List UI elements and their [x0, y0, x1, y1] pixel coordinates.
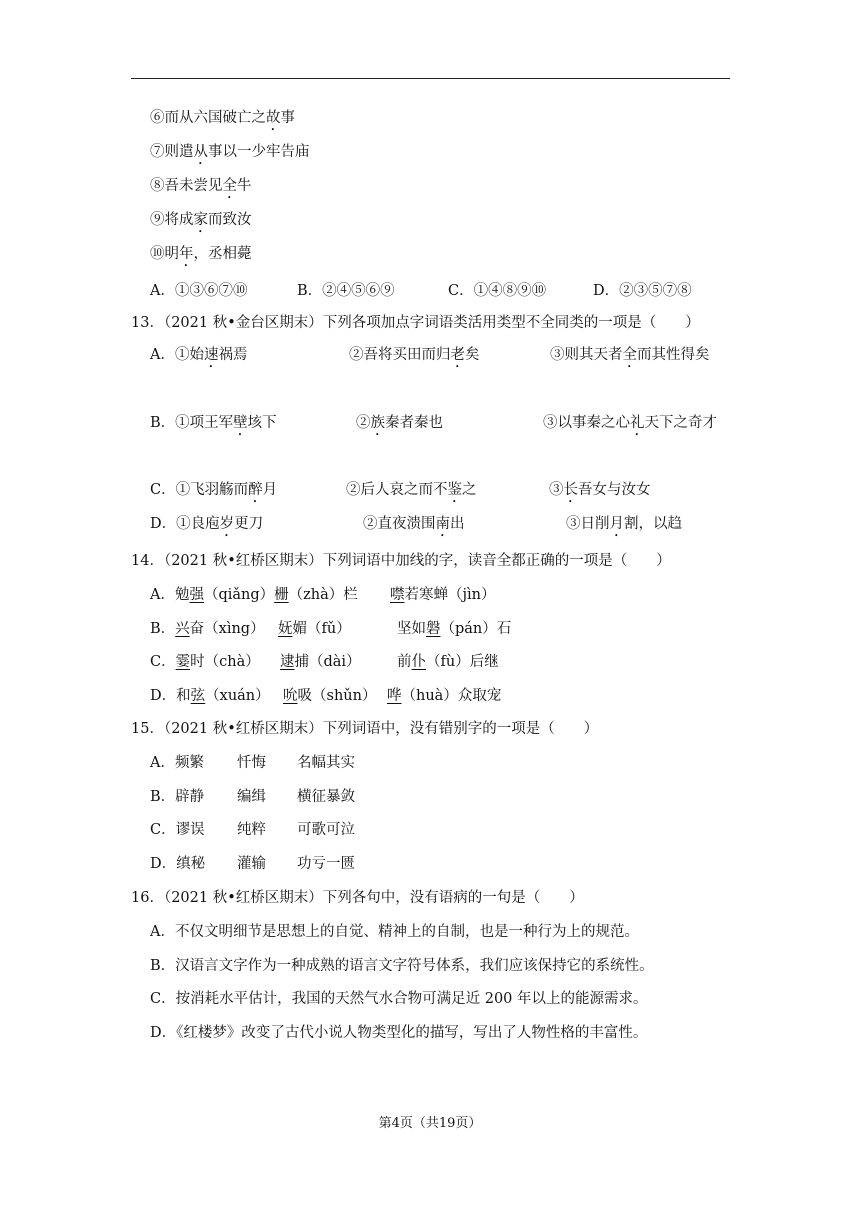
q16-option-b[interactable]: B．汉语言文字作为一种成熟的语言文字符号体系，我们应该保持它的系统性。	[150, 958, 654, 974]
q12-item-8: ⑧吾未尝见全牛	[150, 178, 252, 194]
q12-option-d[interactable]: D．②③⑤⑦⑧	[593, 283, 692, 299]
q13-stem: 13．（2021 秋•金台区期末）下列各项加点字词语类活用类型不全同类的一项是（ ）	[131, 315, 700, 331]
q14-option-d-item-2: 吮吸（shǔn）	[283, 688, 377, 704]
page-footer: 第4页（共19页）	[378, 1116, 482, 1131]
q12-item-10: ⑩明年，丞相薨	[150, 246, 252, 262]
q13-option-c[interactable]: C．①飞羽觞而醉月	[150, 482, 278, 498]
q16-option-a[interactable]: A．不仅文明细节是思想上的自觉、精神上的自制，也是一种行为上的规范。	[150, 924, 639, 940]
q15-option-a-word-3: 名幅其实	[297, 755, 355, 771]
q13-option-d[interactable]: D．①良庖岁更刀	[150, 516, 264, 532]
q14-option-d[interactable]: D．和弦（xuán）	[150, 688, 270, 704]
q15-option-c[interactable]: C．谬误	[150, 822, 205, 838]
q13-option-d-item-2: ②直夜溃围南出	[363, 516, 465, 532]
q14-option-c-item-3: 前仆（fù）后继	[397, 654, 499, 670]
q15-option-d[interactable]: D．缜秘	[150, 856, 206, 872]
q15-option-d-word-3: 功亏一匮	[297, 856, 355, 872]
header-rule	[131, 78, 730, 79]
q15-option-a-word-2: 忏悔	[237, 755, 266, 771]
q15-option-b[interactable]: B．辟静	[150, 789, 205, 805]
q13-option-a[interactable]: A．①始速祸焉	[150, 347, 248, 363]
q15-option-c-word-2: 纯粹	[237, 822, 266, 838]
q15-option-b-word-3: 横征暴敛	[297, 789, 355, 805]
q13-option-b-item-3: ③以事秦之心礼天下之奇才	[543, 415, 717, 431]
q15-stem: 15．（2021 秋•红桥区期末）下列词语中，没有错别字的一项是（ ）	[131, 721, 599, 737]
q14-option-c-item-2: 逮捕（dài）	[280, 654, 361, 670]
q16-option-c[interactable]: C．按消耗水平估计，我国的天然气水合物可满足近 200 年以上的能源需求。	[150, 991, 648, 1007]
q14-option-a-item-3: 噤若寒蝉（jìn）	[390, 587, 496, 603]
q14-stem: 14．（2021 秋•红桥区期末）下列词语中加线的字，读音全都正确的一项是（ ）	[131, 553, 671, 569]
q14-option-d-item-3: 哗（huà）众取宠	[387, 688, 502, 704]
q13-option-b-item-2: ②族秦者秦也	[356, 415, 443, 431]
q14-option-b[interactable]: B．兴奋（xìng）	[150, 621, 265, 637]
q12-option-c[interactable]: C．①④⑧⑨⑩	[448, 283, 547, 299]
q15-option-c-word-3: 可歌可泣	[297, 822, 355, 838]
q12-item-6: ⑥而从六国破亡之故事	[150, 110, 295, 126]
q13-option-b[interactable]: B．①项王军壁垓下	[150, 415, 277, 431]
q15-option-d-word-2: 灌输	[237, 856, 266, 872]
q12-item-7: ⑦则遣从事以一少牢告庙	[150, 144, 310, 160]
q12-item-9: ⑨将成家而致汝	[150, 212, 252, 228]
q13-option-a-item-3: ③则其天者全而其性得矣	[550, 347, 710, 363]
q13-option-a-item-2: ②吾将买田而归老矣	[349, 347, 480, 363]
q16-stem: 16．（2021 秋•红桥区期末）下列各句中，没有语病的一句是（ ）	[131, 890, 584, 906]
q13-option-d-item-3: ③日削月割，以趋	[566, 516, 682, 532]
q12-option-a[interactable]: A．①③⑥⑦⑩	[150, 283, 248, 299]
q13-option-c-item-2: ②后人哀之而不鉴之	[346, 482, 477, 498]
q14-option-a[interactable]: A．勉强（qiǎng）栅（zhà）栏	[150, 587, 358, 603]
q14-option-b-item-3: 坚如磐（pán）石	[397, 621, 512, 637]
q16-option-d[interactable]: D．《红楼梦》改变了古代小说人物类型化的描写，写出了人物性格的丰富性。	[150, 1025, 648, 1041]
q14-option-b-item-2: 妩媚（fǔ）	[278, 621, 351, 637]
q15-option-a[interactable]: A．频繁	[150, 755, 204, 771]
q13-option-c-item-3: ③长吾女与汝女	[549, 482, 651, 498]
q12-option-b[interactable]: B．②④⑤⑥⑨	[297, 283, 395, 299]
q14-option-c[interactable]: C．霎时（chà）	[150, 654, 260, 670]
q15-option-b-word-2: 编缉	[237, 789, 266, 805]
